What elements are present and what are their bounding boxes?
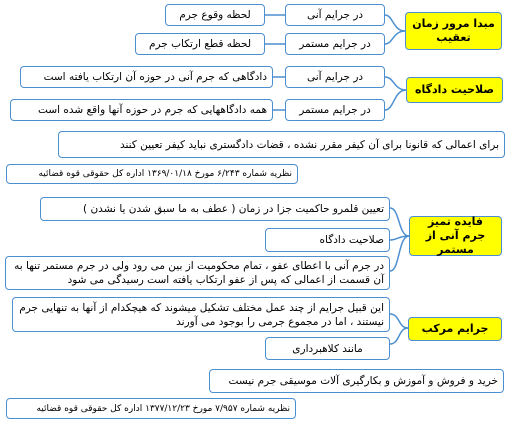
compound-item2-text: مانند کلاهبرداری (292, 342, 363, 355)
time-limitation-label: مبدا مرور زمان تعقیب (412, 17, 495, 44)
court-instant-desc-node (20, 66, 273, 88)
compound-extra-text: خرید و فروش و آموزش و بکارگیری آلات موسیقی جرم نیست (228, 375, 498, 387)
time-limitation-node (405, 12, 502, 50)
court-opinion-text: نظریه شماره ۶/۲۴۳ مورخ ۱۳۶۹/۰۱/۱۸ اداره کل حقوقی قوه قضائیه (38, 169, 292, 179)
compound-item2 (265, 337, 390, 360)
court-extra-note (58, 131, 505, 158)
court-instant-desc-label: دادگاهی که جرم آنی در حوزه آن ارتکاب یافته است (43, 71, 267, 83)
compound-item1-text: این قبیل جرایم از چند عمل مختلف تشکیل میشوند که هیچکدام از آنها به تنهایی جرم نیستند ، اما در مجموع جرمی را بوجود می آورند (19, 301, 384, 328)
time-continuous-desc-label: لحظه قطع ارتکاب جرم (148, 38, 252, 50)
benefit-node (409, 216, 502, 256)
time-continuous-desc-node (135, 33, 265, 55)
benefit-item1 (40, 197, 390, 221)
compound-item1 (12, 297, 390, 332)
court-instant-label: در جرایم آنی (306, 71, 364, 83)
benefit-item1-text: تعیین قلمرو حاکمیت جزا در زمان ( عطف به ما سبق شدن یا نشدن ) (83, 203, 384, 215)
court-instant-node (285, 66, 385, 88)
court-jurisdiction-node (406, 77, 503, 103)
court-extra-text: برای اعمالی که قانونا برای آن کیفر مقرر نشده ، قضات دادگستری نباید کیفر تعیین کنند (119, 138, 499, 151)
compound-extra-note (209, 369, 504, 393)
court-jurisdiction-label: صلاحیت دادگاه (415, 83, 494, 96)
compound-opinion-note (6, 398, 296, 419)
court-opinion-note (6, 164, 298, 184)
time-instant-node (285, 4, 385, 26)
time-continuous-node (285, 33, 385, 55)
compound-crimes-label: جرایم مرکب (421, 322, 489, 335)
benefit-label: فایده تمیز جرم آنی از مستمر (425, 215, 486, 256)
benefit-item2 (265, 228, 390, 252)
time-continuous-label: در جرایم مستمر (299, 38, 371, 50)
benefit-item3-text: در جرم آنی با اعطای عفو ، تمام محکومیت از بین می رود ولی در جرم مستمر تنها به آن قسمت از اعمالی که پس از عفو ارتکاب یافته است رسیدگی می شود (14, 260, 384, 286)
compound-opinion-text: نظریه شماره ۷/۹۵۷ مورخ ۱۳۷۷/۱۲/۲۳ اداره کل حقوقی قوه قضائیه (36, 403, 290, 414)
time-instant-desc-label: لحظه وقوع جرم (179, 9, 251, 21)
time-instant-label: در جرایم آنی (306, 9, 364, 21)
time-instant-desc-node (165, 4, 265, 26)
court-continuous-desc-label: همه دادگاههایی که جرم در حوزه آنها واقع شده است (38, 104, 267, 116)
benefit-item2-text: صلاحیت دادگاه (319, 234, 384, 246)
court-continuous-desc-node (10, 99, 273, 121)
court-continuous-node (285, 99, 385, 121)
benefit-item3 (5, 256, 390, 290)
compound-crimes-node (408, 317, 502, 341)
court-continuous-label: در جرایم مستمر (299, 104, 371, 116)
